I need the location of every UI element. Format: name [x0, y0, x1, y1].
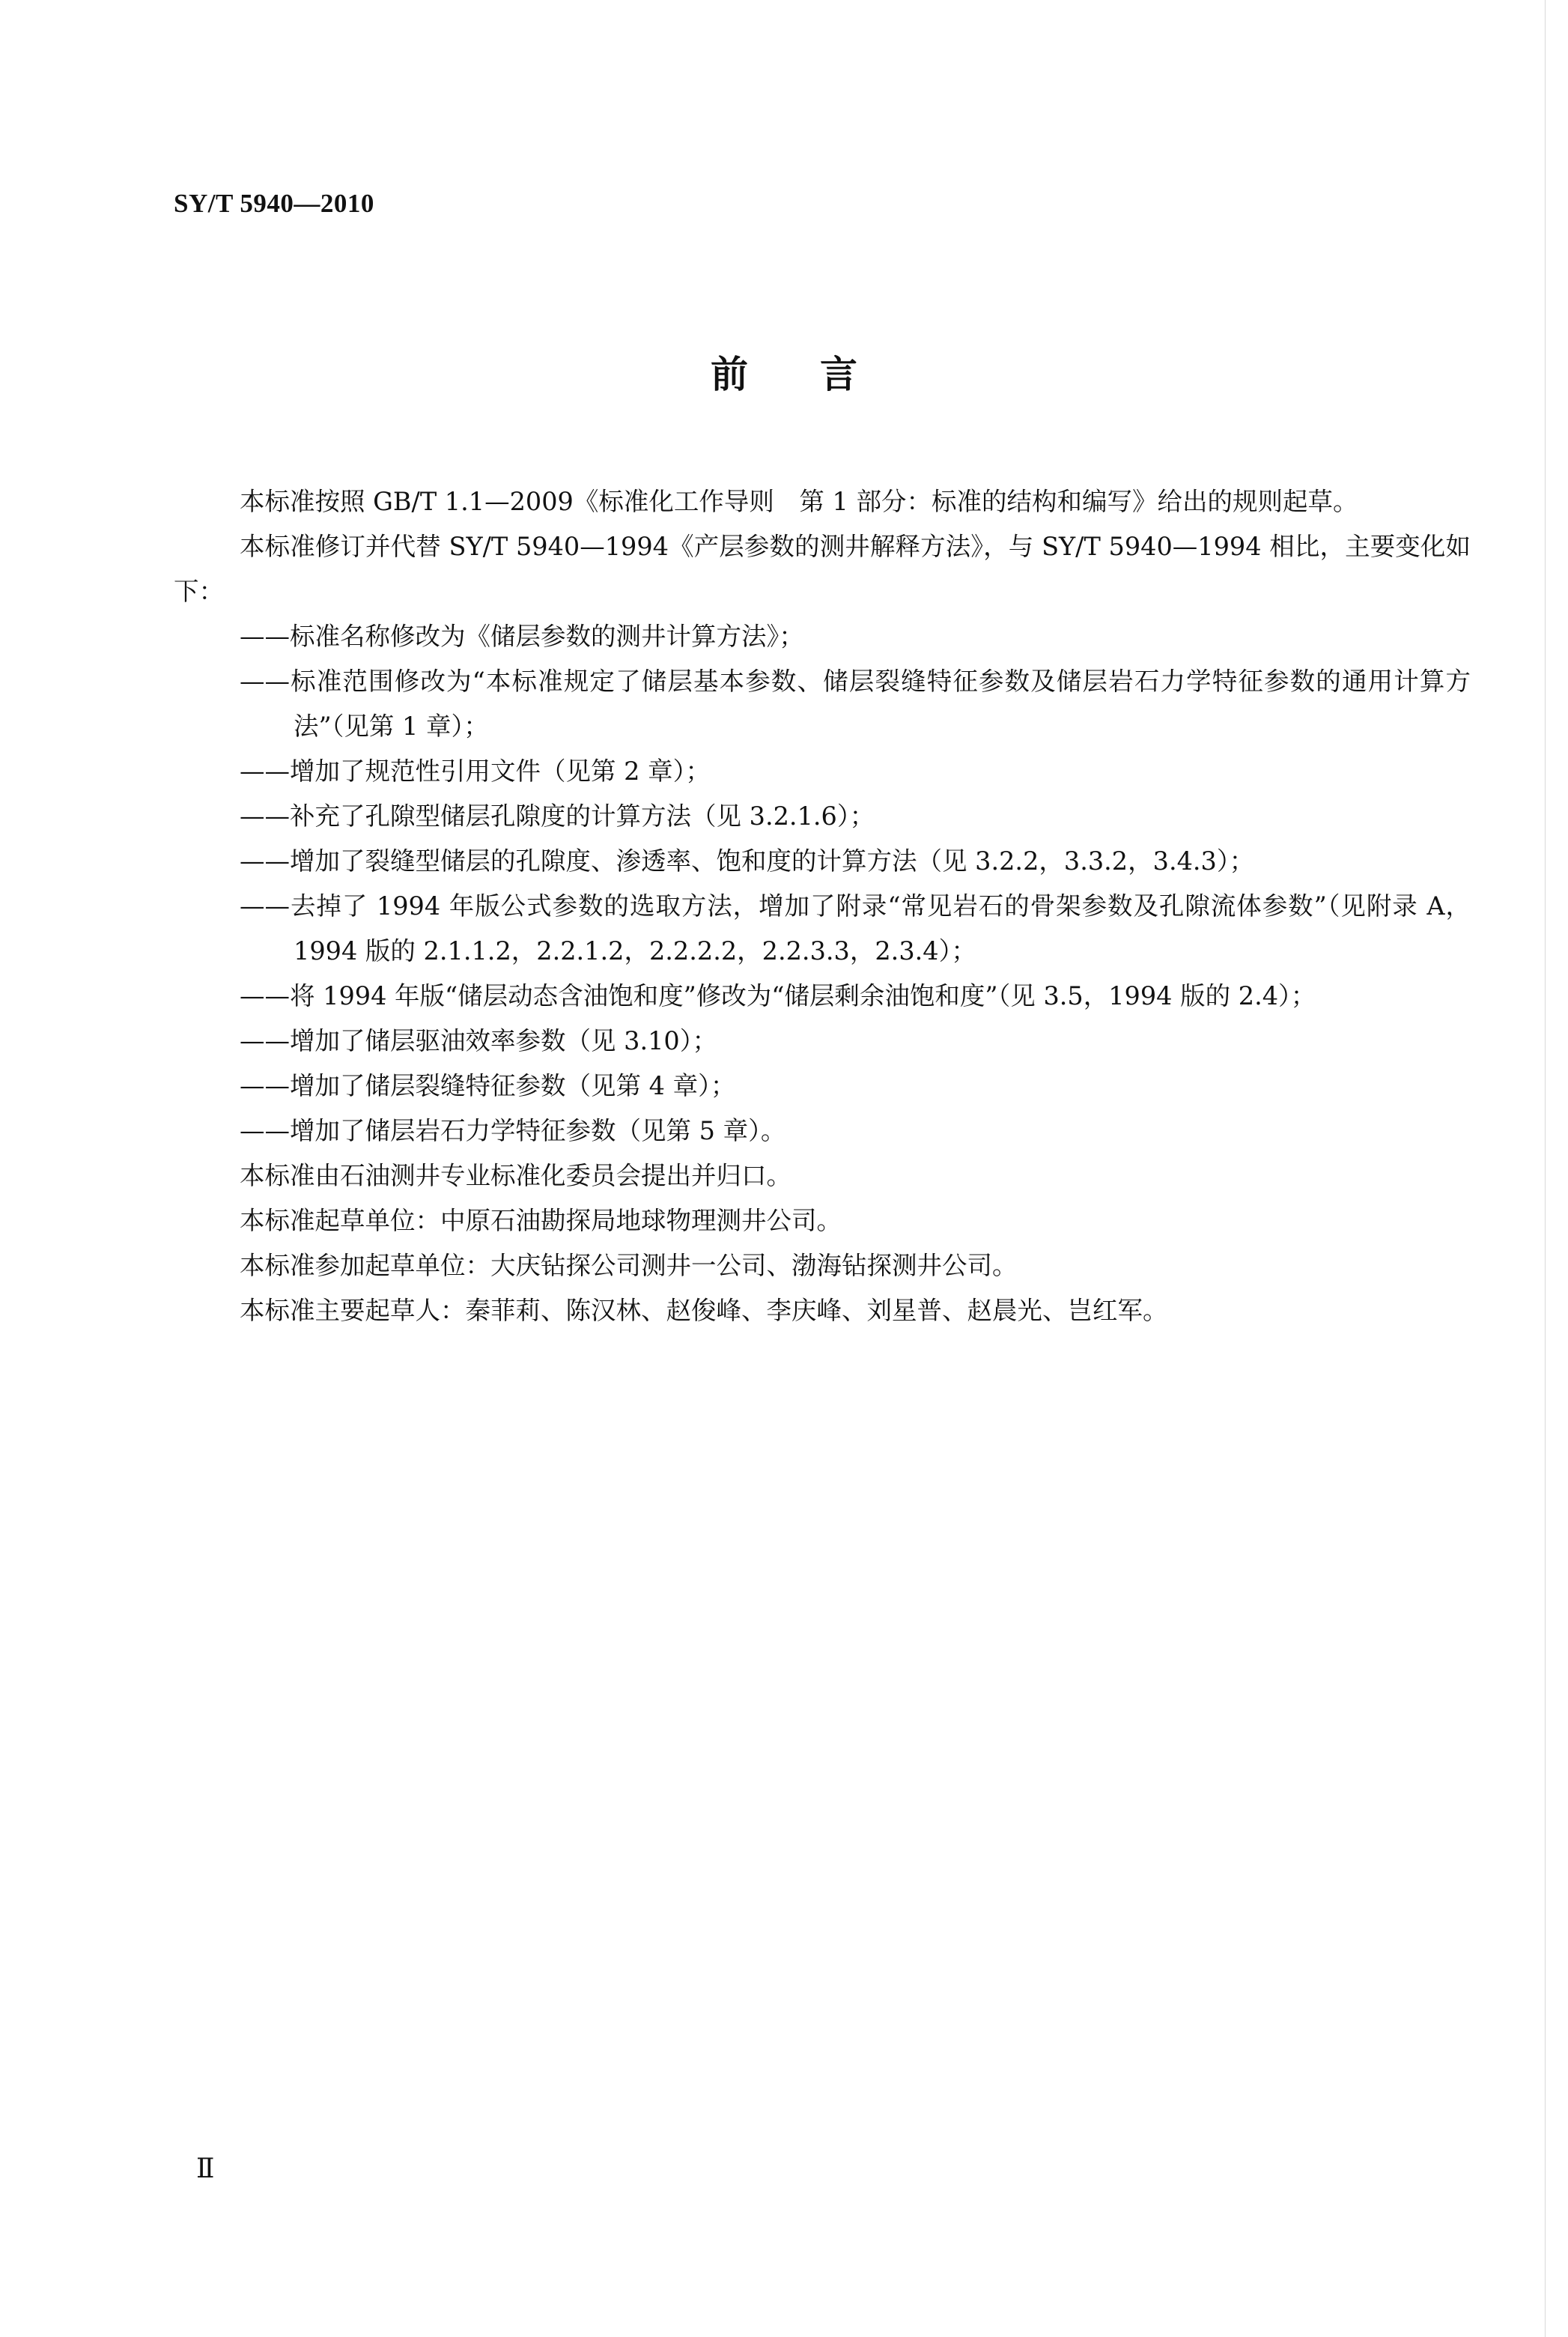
change-item: ——标准范围修改为“本标准规定了储层基本参数、储层裂缝特征参数及储层岩石力学特征参数的通用计算方法”（见第 1 章）；	[240, 667, 1471, 741]
change-item: ——补充了孔隙型储层孔隙度的计算方法（见 3.2.1.6）；	[240, 801, 875, 831]
page-number: Ⅱ	[196, 2153, 215, 2183]
standard-code: SY/T 5940—2010	[174, 189, 374, 218]
title-char-2: 言	[820, 353, 857, 396]
foreword-body	[174, 479, 1471, 1333]
change-item: ——将 1994 年版“储层动态含油饱和度”修改为“储层剩余油饱和度”（见 3.5，1994 版的 2.4）；	[240, 981, 1316, 1010]
change-item: ——增加了规范性引用文件（见第 2 章）；	[240, 757, 711, 786]
closing-paragraph-drafting-unit: 本标准起草单位：中原石油勘探局地球物理测井公司。	[240, 1206, 842, 1235]
page-title	[0, 345, 1568, 398]
closing-paragraph-committee: 本标准由石油测井专业标准化委员会提出并归口。	[240, 1161, 791, 1190]
intro-paragraph-1: 本标准按照 GB/T 1.1—2009《标准化工作导则 第 1 部分：标准的结构和编写》给出的规则起草。	[240, 487, 1358, 516]
change-item: ——增加了储层岩石力学特征参数（见第 5 章）。	[240, 1116, 786, 1145]
closing-paragraph-drafters: 本标准主要起草人：秦菲莉、陈汉林、赵俊峰、李庆峰、刘星普、赵晨光、岂红军。	[240, 1296, 1168, 1325]
change-item: ——标准名称修改为《储层参数的测井计算方法》；	[240, 622, 804, 651]
closing-paragraph-participating-units: 本标准参加起草单位：大庆钻探公司测井一公司、渤海钻探测井公司。	[240, 1251, 1018, 1280]
change-item: ——增加了储层裂缝特征参数（见第 4 章）；	[240, 1071, 736, 1100]
title-char-1: 前	[711, 353, 748, 396]
change-item: ——增加了储层驱油效率参数（见 3.10）；	[240, 1026, 717, 1055]
change-item: ——去掉了 1994 年版公式参数的选取方法，增加了附录“常见岩石的骨架参数及孔隙流体参数”（见附录 A，1994 版的 2.1.1.2，2.2.1.2，2.2.2.2，2.2.3.3，2.3.4）；	[240, 891, 1471, 966]
scan-edge-line	[1545, 0, 1546, 2337]
intro-paragraph-2: 本标准修订并代替 SY/T 5940—1994《产层参数的测井解释方法》，与 SY/T 5940—1994 相比，主要变化如下：	[174, 532, 1471, 606]
change-item: ——增加了裂缝型储层的孔隙度、渗透率、饱和度的计算方法（见 3.2.2，3.3.2，3.4.3）；	[240, 846, 1255, 876]
